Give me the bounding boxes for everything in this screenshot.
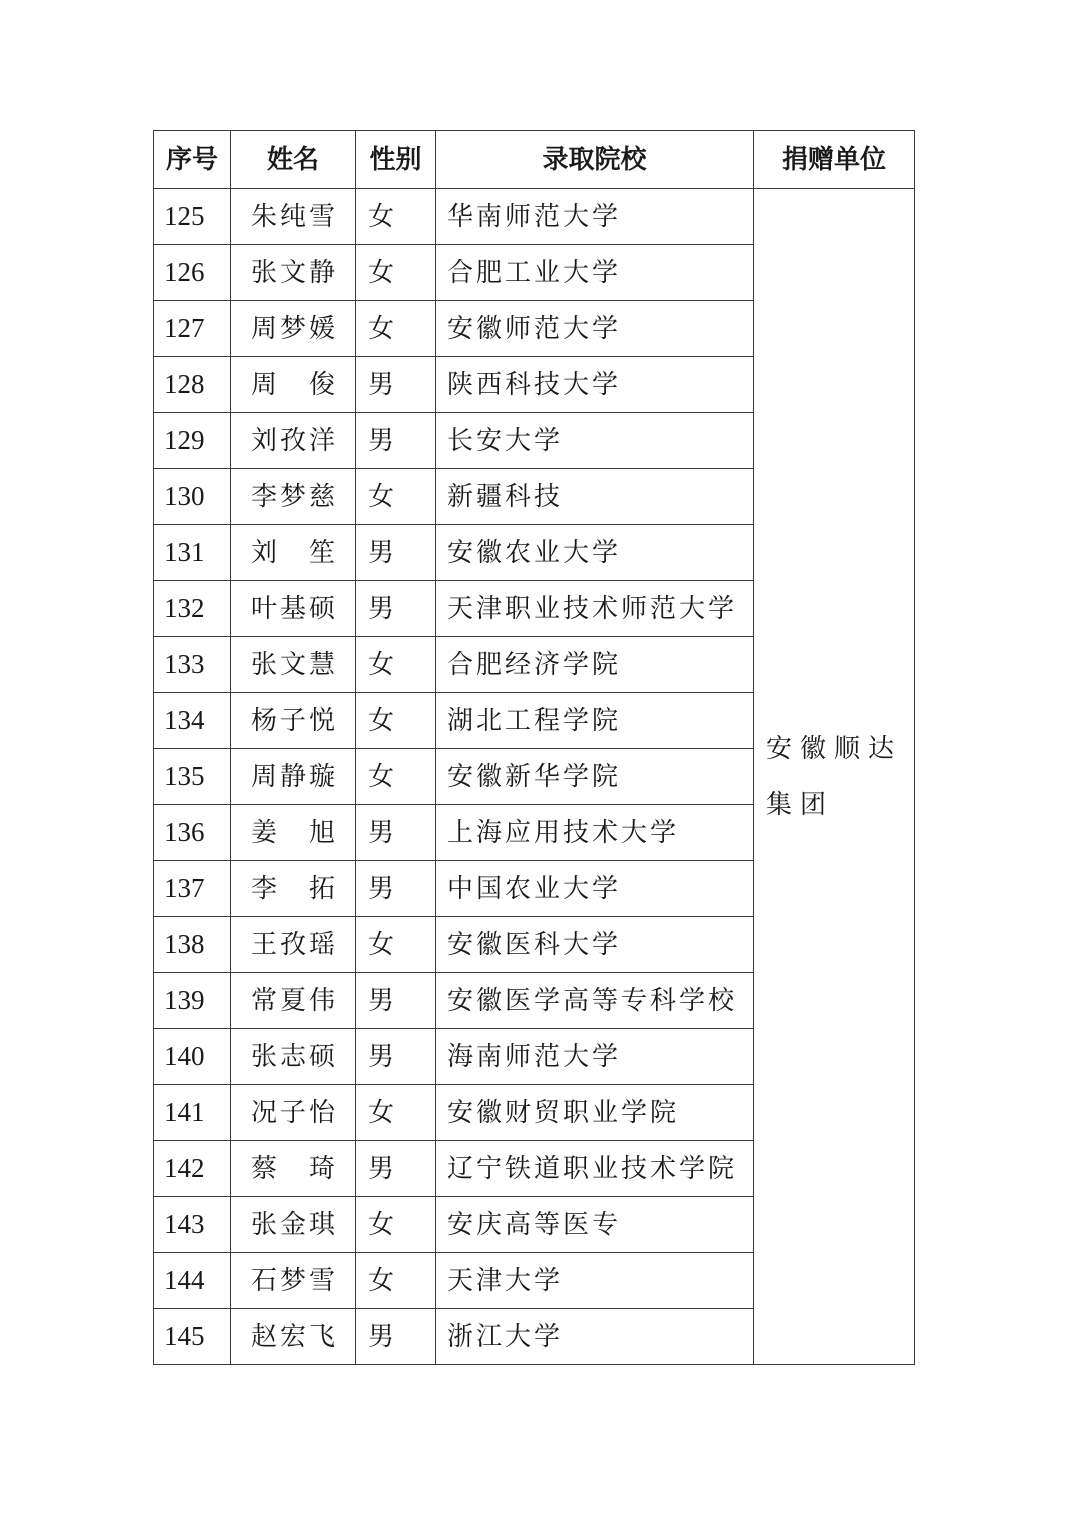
- cell-school: 陕西科技大学: [436, 357, 754, 413]
- cell-name: 杨子悦: [231, 693, 356, 749]
- cell-donor: 安徽顺达集团: [754, 189, 915, 1365]
- cell-gender: 男: [356, 805, 436, 861]
- cell-no: 133: [154, 637, 231, 693]
- cell-name: 张志硕: [231, 1029, 356, 1085]
- cell-school: 安徽新华学院: [436, 749, 754, 805]
- cell-no: 134: [154, 693, 231, 749]
- cell-gender: 男: [356, 525, 436, 581]
- cell-name: 姜 旭: [231, 805, 356, 861]
- cell-school: 浙江大学: [436, 1309, 754, 1365]
- cell-school: 天津职业技术师范大学: [436, 581, 754, 637]
- cell-school: 安徽师范大学: [436, 301, 754, 357]
- cell-school: 安徽医学高等专科学校: [436, 973, 754, 1029]
- cell-gender: 男: [356, 357, 436, 413]
- cell-school: 上海应用技术大学: [436, 805, 754, 861]
- cell-school: 天津大学: [436, 1253, 754, 1309]
- cell-no: 138: [154, 917, 231, 973]
- scholarship-table: [153, 130, 915, 1365]
- cell-school: 海南师范大学: [436, 1029, 754, 1085]
- cell-no: 131: [154, 525, 231, 581]
- cell-no: 129: [154, 413, 231, 469]
- cell-name: 张金琪: [231, 1197, 356, 1253]
- cell-school: 湖北工程学院: [436, 693, 754, 749]
- cell-name: 蔡 琦: [231, 1141, 356, 1197]
- cell-no: 141: [154, 1085, 231, 1141]
- cell-gender: 男: [356, 861, 436, 917]
- cell-gender: 女: [356, 189, 436, 245]
- cell-name: 周梦媛: [231, 301, 356, 357]
- cell-gender: 男: [356, 581, 436, 637]
- cell-no: 137: [154, 861, 231, 917]
- cell-name: 刘孜洋: [231, 413, 356, 469]
- cell-gender: 女: [356, 917, 436, 973]
- cell-name: 刘 笙: [231, 525, 356, 581]
- header-row: [154, 131, 915, 189]
- cell-name: 张文静: [231, 245, 356, 301]
- cell-name: 李 拓: [231, 861, 356, 917]
- cell-school: 合肥经济学院: [436, 637, 754, 693]
- cell-no: 143: [154, 1197, 231, 1253]
- cell-no: 128: [154, 357, 231, 413]
- cell-no: 135: [154, 749, 231, 805]
- cell-name: 王孜瑶: [231, 917, 356, 973]
- cell-name: 石梦雪: [231, 1253, 356, 1309]
- cell-gender: 男: [356, 1309, 436, 1365]
- cell-name: 朱纯雪: [231, 189, 356, 245]
- cell-no: 136: [154, 805, 231, 861]
- cell-gender: 女: [356, 1197, 436, 1253]
- table-row: [154, 189, 915, 245]
- cell-school: 安庆高等医专: [436, 1197, 754, 1253]
- cell-no: 132: [154, 581, 231, 637]
- table-body: [154, 189, 915, 1365]
- cell-no: 139: [154, 973, 231, 1029]
- cell-gender: 男: [356, 973, 436, 1029]
- cell-gender: 女: [356, 749, 436, 805]
- cell-gender: 女: [356, 1085, 436, 1141]
- header-donor: 捐赠单位: [754, 131, 915, 189]
- cell-school: 安徽农业大学: [436, 525, 754, 581]
- header-gender: 性别: [356, 131, 436, 189]
- header-school: 录取院校: [436, 131, 754, 189]
- cell-no: 127: [154, 301, 231, 357]
- cell-school: 安徽医科大学: [436, 917, 754, 973]
- cell-gender: 女: [356, 637, 436, 693]
- cell-name: 况子怡: [231, 1085, 356, 1141]
- cell-gender: 男: [356, 413, 436, 469]
- cell-school: 辽宁铁道职业技术学院: [436, 1141, 754, 1197]
- cell-no: 130: [154, 469, 231, 525]
- header-name: 姓名: [231, 131, 356, 189]
- cell-no: 145: [154, 1309, 231, 1365]
- cell-no: 144: [154, 1253, 231, 1309]
- cell-school: 华南师范大学: [436, 189, 754, 245]
- cell-gender: 女: [356, 245, 436, 301]
- cell-gender: 女: [356, 1253, 436, 1309]
- cell-gender: 女: [356, 469, 436, 525]
- cell-no: 125: [154, 189, 231, 245]
- cell-name: 周 俊: [231, 357, 356, 413]
- cell-no: 126: [154, 245, 231, 301]
- cell-gender: 男: [356, 1029, 436, 1085]
- cell-name: 常夏伟: [231, 973, 356, 1029]
- cell-name: 叶基硕: [231, 581, 356, 637]
- cell-no: 140: [154, 1029, 231, 1085]
- cell-name: 赵宏飞: [231, 1309, 356, 1365]
- cell-school: 新疆科技: [436, 469, 754, 525]
- table-header: [154, 131, 915, 189]
- cell-gender: 女: [356, 693, 436, 749]
- cell-gender: 男: [356, 1141, 436, 1197]
- cell-name: 张文慧: [231, 637, 356, 693]
- header-no: 序号: [154, 131, 231, 189]
- cell-school: 合肥工业大学: [436, 245, 754, 301]
- cell-school: 中国农业大学: [436, 861, 754, 917]
- cell-name: 李梦慈: [231, 469, 356, 525]
- scholarship-table-container: [153, 130, 915, 1365]
- cell-no: 142: [154, 1141, 231, 1197]
- cell-school: 长安大学: [436, 413, 754, 469]
- cell-school: 安徽财贸职业学院: [436, 1085, 754, 1141]
- cell-name: 周静璇: [231, 749, 356, 805]
- cell-gender: 女: [356, 301, 436, 357]
